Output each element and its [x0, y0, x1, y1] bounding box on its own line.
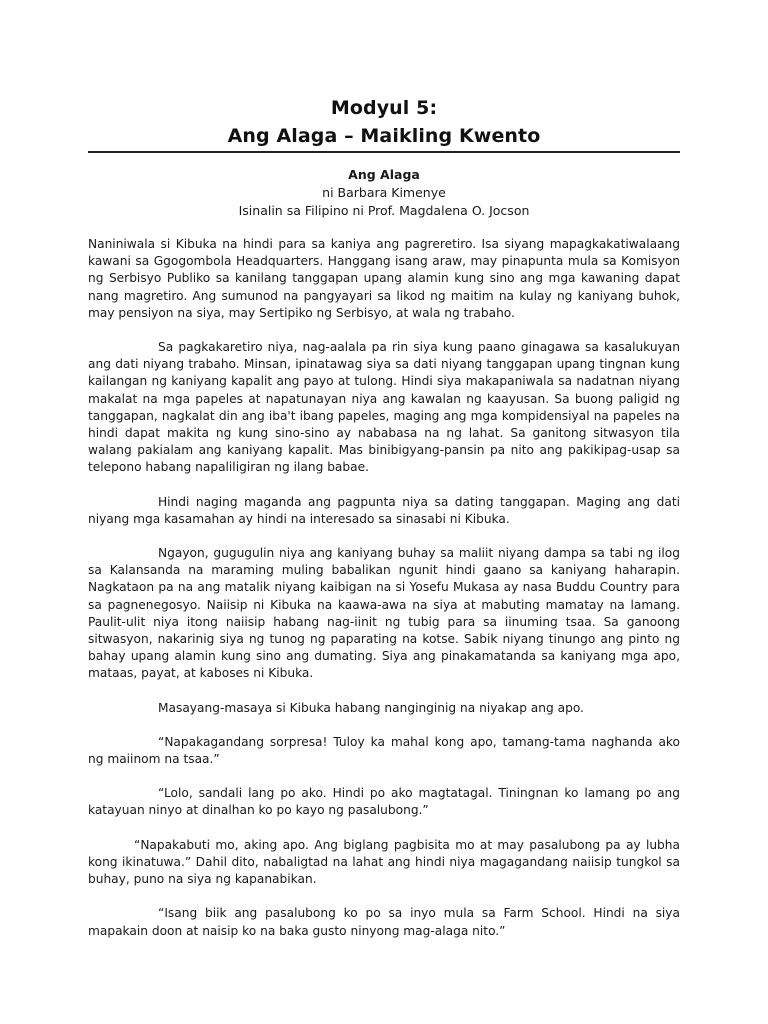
- module-title: Ang Alaga – Maikling Kwento: [227, 125, 541, 147]
- header-divider: [88, 151, 680, 153]
- paragraph: Sa pagkakaretiro niya, nag-aalala pa rin siya kung paano ginagawa sa kasalukuyan ang dati niyang trabaho. Minsan, ipinatawag siya sa dati niyang tanggapan upang tingnan kung kailangan ng kaniyang kapalit ang payo at tulong. Hindi siya makapaniwala sa nadatnan niyang makalat na mga papeles at napatunayan niya ang kawalan ng kaayusan. Sa buong paligid ng tanggapan, nagkalat din ang iba't ibang papeles, maging ang mga kompidensiyal na papeles na hindi dapat makita ng kung sino-sino ay nababasa na ng lahat. Sa ganitong sitwasyon tila walang pakialam ang kaniyang kapalit. Mas binibigyang-pansin pa nito ang pakikipag-usap sa telepono habang napaliligiran ng ilang babae.: [88, 340, 680, 475]
- paragraph: Naniniwala si Kibuka na hindi para sa kaniya ang pagreretiro. Isa siyang mapagkakatiwalaang kawani sa Ggogombola Headquarters. Hanggang isang araw, may pinapunta mula sa Komisyon ng Serbisyo Publiko sa kanilang tanggapan upang alamin kung sino ang mga kawaning dapat nang magretiro. Ang sumunod na pangyayari sa likod ng maitim na kulay ng kaniyang buhok, may pensiyon na siya, may Sertipiko ng Serbisyo, at wala ng trabaho.: [88, 237, 680, 320]
- paragraph: Hindi naging maganda ang pagpunta niya sa dating tanggapan. Maging ang dati niyang mga kasamahan ay hindi na interesado sa sinasabi ni Kibuka.: [88, 494, 680, 526]
- paragraph: “Isang biik ang pasalubong ko po sa inyo mula sa Farm School. Hindi na siya mapakain doon at naisip ko na baka gusto ninyong mag-alaga nito.”: [88, 906, 680, 938]
- paragraph: Masayang-masaya si Kibuka habang nanginginig na niyakap ang apo.: [158, 700, 584, 715]
- story-body: [88, 236, 680, 957]
- story-translator: Isinalin sa Filipino ni Prof. Magdalena O. Jocson: [238, 203, 530, 218]
- paragraph: “Napakabuti mo, aking apo. Ang biglang pagbisita mo at may pasalubong pa ay lubha kong ikinatuwa.” Dahil dito, nabaligtad na lahat ang hindi niya magagandang naiisip tungkol sa buhay, puno na siya ng kapanabikan.: [88, 837, 680, 887]
- story-heading: [88, 166, 680, 220]
- story-author: ni Barbara Kimenye: [322, 185, 446, 200]
- paragraph: “Lolo, sandali lang po ako. Hindi po ako magtatagal. Tiningnan ko lamang po ang katayuan ninyo at dinalhan ko po kayo ng pasalubong.”: [88, 786, 680, 818]
- module-header: [88, 94, 680, 150]
- module-number: Modyul 5:: [330, 97, 438, 119]
- paragraph: Ngayon, gugugulin niya ang kaniyang buhay sa maliit niyang dampa sa tabi ng ilog sa Kalansanda na maraming muling babalikan ngunit hindi gaano sa kaniyang haharapin. Nagkataon pa na ang matalik niyang kaibigan na si Yosefu Mukasa ay nasa Buddu Country para sa pagnenegosyo. Naiisip ni Kibuka na kaawa-awa na siya at mabuting mamatay na lamang. Paulit-ulit niya itong naiisip habang nag-iinit ng tubig para sa iinuming tsaa. Sa ganoong sitwasyon, nakarinig siya ng tunog ng paparating na kotse. Sabik niyang tinungo ang pinto ng bahay upang alamin kung sino ang dumating. Siya ang pinakamatanda sa kaniyang mga apo, mataas, payat, at kaboses ni Kibuka.: [88, 546, 680, 681]
- paragraph: “Napakagandang sorpresa! Tuloy ka mahal kong apo, tamang-tama naghanda ako ng maiinom na tsaa.”: [88, 734, 680, 767]
- story-title: Ang Alaga: [348, 167, 420, 182]
